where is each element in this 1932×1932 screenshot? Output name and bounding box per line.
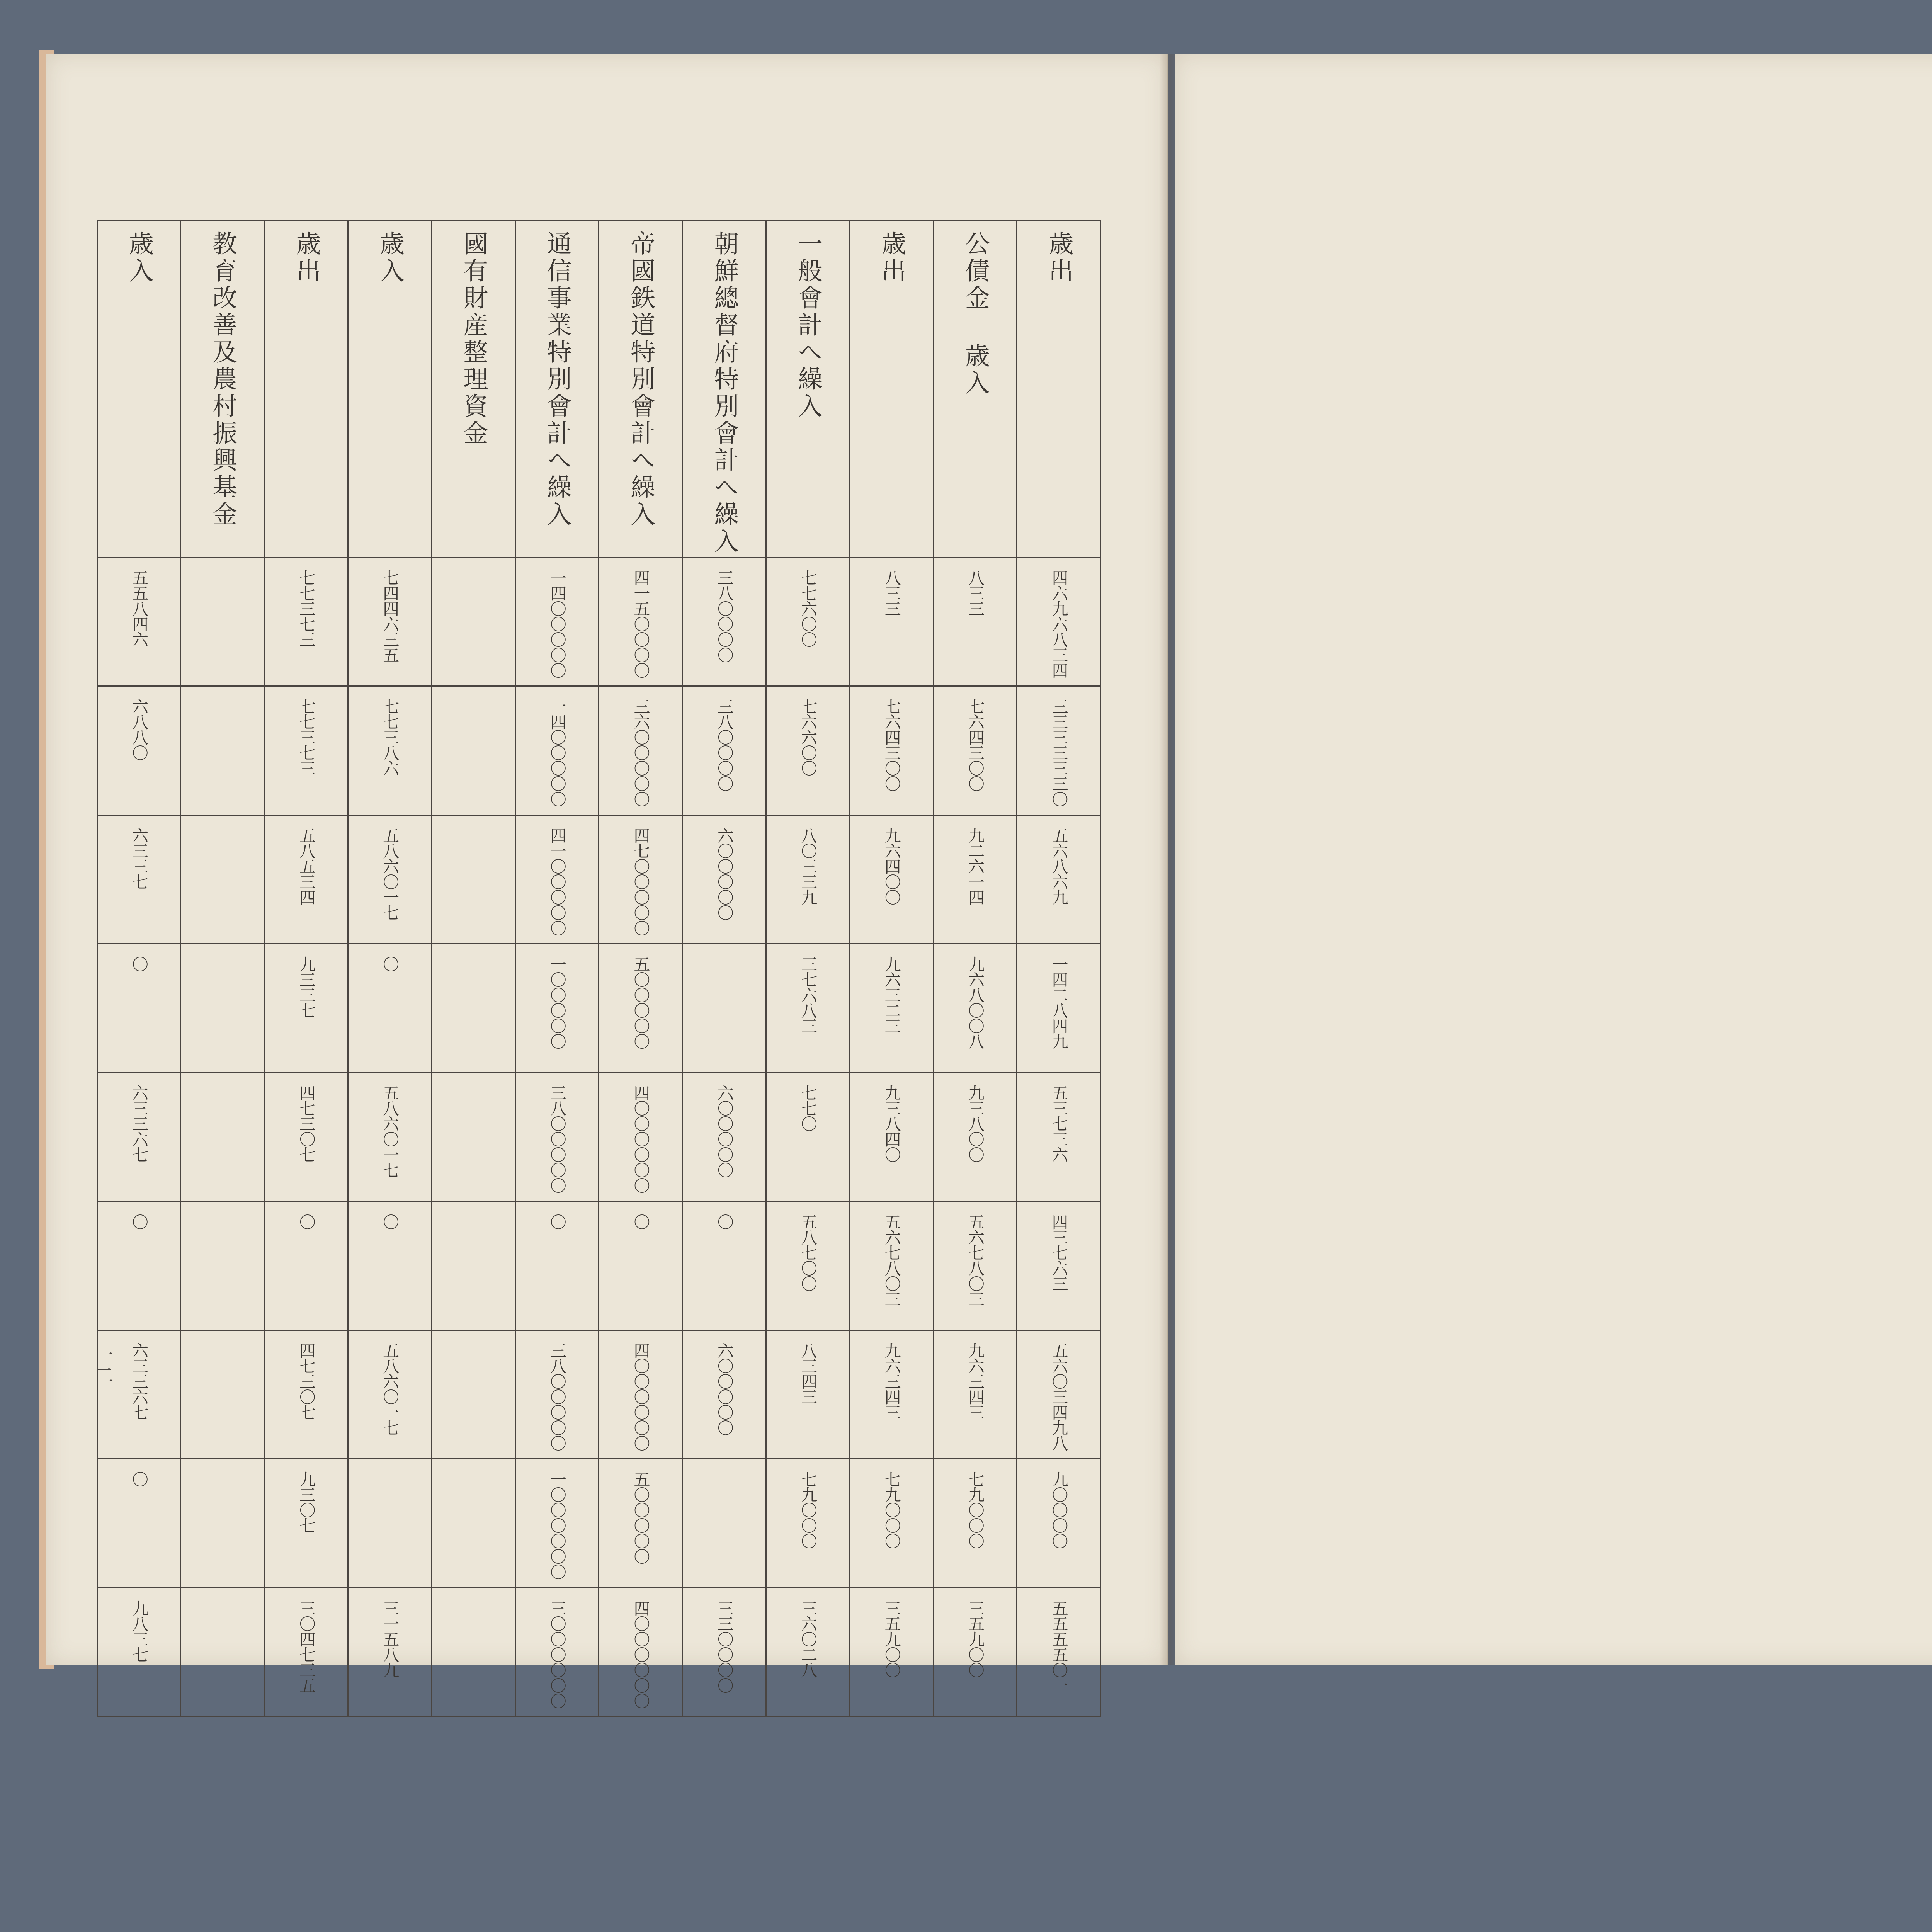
left-value-text: 三八〇〇〇〇	[715, 698, 734, 791]
left-value-text: 九三〇七	[297, 1471, 316, 1533]
left-value-cell	[264, 1459, 348, 1588]
left-value-cell	[181, 1459, 264, 1588]
left-value-cell	[181, 686, 264, 815]
page-number-left: 一二	[90, 1345, 113, 1385]
left-value-cell	[682, 686, 766, 815]
left-value-text: 三三三三三三〇	[1049, 698, 1069, 807]
left-value-cell	[348, 1330, 432, 1459]
left-value-cell	[934, 686, 1017, 815]
left-value-cell	[850, 815, 933, 944]
left-value-text: 五八七〇〇	[799, 1213, 818, 1291]
left-value-text: 七七三七三	[297, 698, 316, 776]
left-value-cell	[934, 1073, 1017, 1201]
left-value-cell	[1017, 686, 1101, 815]
left-value-cell	[515, 815, 599, 944]
left-value-text: 五六七八〇三	[882, 1213, 901, 1306]
left-value-cell	[766, 815, 850, 944]
open-book	[46, 43, 1932, 1708]
left-value-cell	[850, 944, 933, 1072]
left-value-cell	[850, 1459, 933, 1588]
left-value-cell	[1017, 944, 1101, 1072]
left-value-text: 七六四三〇〇	[966, 698, 985, 791]
left-value-text: 五六七八〇三	[966, 1213, 985, 1306]
left-row-label	[264, 221, 348, 558]
left-value-cell	[348, 1201, 432, 1330]
left-value-cell	[432, 1588, 515, 1716]
left-value-cell	[599, 1459, 682, 1588]
left-value-text: 〇	[297, 1213, 316, 1229]
left-value-cell	[348, 815, 432, 944]
left-value-cell	[348, 944, 432, 1072]
left-value-text: 七四四六三五	[381, 570, 400, 662]
left-value-text: 七九〇〇〇	[799, 1471, 818, 1549]
left-row-label	[515, 221, 599, 558]
left-value-text: 七七三八六	[381, 698, 400, 776]
left-value-cell	[181, 815, 264, 944]
left-value-cell	[682, 815, 766, 944]
left-value-text: 九三三七	[297, 956, 316, 1018]
left-value-text: 四六九六八三四	[1049, 570, 1069, 678]
left-value-cell	[682, 1073, 766, 1201]
left-value-text: 六八八〇	[129, 698, 149, 760]
left-value-text: 五〇〇〇〇〇	[631, 956, 651, 1049]
left-value-text: 九三八四〇	[882, 1085, 901, 1162]
left-row-label-text: 一般會計へ繰入	[793, 231, 822, 420]
left-value-cell	[264, 686, 348, 815]
left-value-cell	[599, 815, 682, 944]
left-value-cell	[766, 686, 850, 815]
left-value-text: 九六四〇〇	[882, 827, 901, 905]
left-value-cell	[766, 558, 850, 686]
left-value-text: 四〇〇〇〇〇〇	[631, 1085, 651, 1193]
left-value-cell	[348, 558, 432, 686]
left-value-cell	[264, 558, 348, 686]
left-value-text: 七九〇〇〇	[966, 1471, 985, 1549]
left-value-cell	[97, 1330, 181, 1459]
left-value-cell	[599, 686, 682, 815]
left-value-cell	[766, 1330, 850, 1459]
left-value-text: 〇	[631, 1213, 651, 1229]
left-value-cell	[1017, 1459, 1101, 1588]
left-value-cell	[432, 815, 515, 944]
left-value-cell	[97, 1588, 181, 1716]
left-page	[46, 54, 1168, 1708]
left-value-text: 四七三〇七	[297, 1342, 316, 1420]
left-row-label	[1017, 221, 1101, 558]
left-row-label	[181, 221, 264, 558]
left-value-cell	[682, 558, 766, 686]
left-value-text: 一四〇〇〇〇〇	[548, 698, 567, 807]
left-row-label-text: 教育改善及農村振興基金	[208, 231, 237, 528]
left-value-text: 〇	[129, 956, 149, 971]
left-value-text: 八三四三	[799, 1342, 818, 1404]
left-value-text: 〇	[548, 1213, 567, 1229]
left-value-text: 三七六八三	[799, 956, 818, 1033]
left-value-text: 四七〇〇〇〇〇	[631, 827, 651, 935]
left-value-text: 三五九〇〇	[882, 1600, 901, 1677]
left-value-text: 九六八〇〇八	[966, 956, 985, 1049]
left-value-text: 六三三六七	[129, 1342, 149, 1420]
left-row-label-text: 通信事業特別會計へ繰入	[543, 231, 571, 528]
left-value-cell	[515, 1330, 599, 1459]
left-value-text: 七七〇	[799, 1085, 818, 1131]
left-value-cell	[850, 1073, 933, 1201]
left-value-text: 六三三七	[129, 827, 149, 889]
left-value-text: 〇	[381, 956, 400, 971]
left-value-cell	[348, 1588, 432, 1716]
left-value-text: 四七三〇七	[297, 1085, 316, 1162]
left-value-cell	[264, 1073, 348, 1201]
left-value-text: 三五九〇〇	[966, 1600, 985, 1677]
left-value-cell	[599, 1073, 682, 1201]
left-value-cell	[682, 1459, 766, 1588]
left-value-text: 四〇〇〇〇〇〇	[631, 1342, 651, 1451]
left-value-text: 三一五八九	[381, 1600, 400, 1677]
left-value-text: 九二六一四	[966, 827, 985, 905]
left-value-text: 六〇〇〇〇〇	[715, 1085, 734, 1178]
left-value-text: 〇	[381, 1213, 400, 1229]
left-value-text: 六〇〇〇〇〇	[715, 1342, 734, 1435]
left-value-cell	[934, 815, 1017, 944]
left-value-text: 七六六〇〇	[799, 698, 818, 776]
left-value-cell	[682, 1330, 766, 1459]
left-row-label	[599, 221, 682, 558]
left-value-text: 五六八六九	[1049, 827, 1069, 905]
left-value-text: 六三三六七	[129, 1085, 149, 1162]
left-value-cell	[181, 1201, 264, 1330]
left-value-text: 八〇三三九	[799, 827, 818, 905]
left-value-text: 一四〇〇〇〇〇	[548, 570, 567, 678]
left-value-cell	[934, 558, 1017, 686]
left-value-cell	[181, 1588, 264, 1716]
left-value-cell	[97, 944, 181, 1072]
left-row-label-text: 歳出	[877, 231, 906, 285]
left-value-cell	[599, 1588, 682, 1716]
left-row-label	[682, 221, 766, 558]
left-value-text: 九八三七	[129, 1600, 149, 1662]
left-value-text: 九六三四三	[882, 1342, 901, 1420]
left-value-cell	[264, 1588, 348, 1716]
left-value-text: 九〇〇〇〇	[1049, 1471, 1069, 1549]
left-value-text: 五八五三四	[297, 827, 316, 905]
left-value-cell	[515, 1073, 599, 1201]
left-value-cell	[934, 1201, 1017, 1330]
left-value-cell	[432, 558, 515, 686]
left-value-cell	[264, 815, 348, 944]
left-value-cell	[181, 1073, 264, 1201]
left-row-label-text: 朝鮮總督府特別會計へ繰入	[710, 231, 739, 555]
left-value-text: 五五五五〇一	[1049, 1600, 1069, 1693]
left-value-cell	[264, 1201, 348, 1330]
left-value-text: 五八六〇一七	[381, 1342, 400, 1435]
left-value-text: 三三〇〇〇〇	[715, 1600, 734, 1693]
left-row-label-text: 歳出	[1044, 231, 1073, 285]
left-value-text: 四〇〇〇〇〇〇	[631, 1600, 651, 1708]
left-value-cell	[181, 1330, 264, 1459]
right-page	[1175, 54, 1932, 1665]
left-value-cell	[264, 944, 348, 1072]
left-value-text: 〇	[129, 1471, 149, 1487]
left-value-cell	[766, 1073, 850, 1201]
left-row-label-text: 歳入	[375, 231, 404, 285]
left-row-label-text: 歳入	[124, 231, 153, 285]
left-value-cell	[97, 1459, 181, 1588]
left-value-cell	[97, 558, 181, 686]
left-value-cell	[599, 558, 682, 686]
left-value-text: 四一五〇〇〇〇	[631, 570, 651, 678]
left-value-cell	[432, 1073, 515, 1201]
left-value-cell	[682, 1201, 766, 1330]
left-value-cell	[766, 1588, 850, 1716]
left-value-cell	[934, 1330, 1017, 1459]
left-value-cell	[850, 1201, 933, 1330]
left-row-label	[934, 221, 1017, 558]
left-value-text: 三〇四七三五	[297, 1600, 316, 1693]
left-value-text: 〇	[715, 1213, 734, 1229]
left-value-cell	[181, 558, 264, 686]
left-value-cell	[181, 944, 264, 1072]
left-value-text: 五三七三六	[1049, 1085, 1069, 1162]
left-value-cell	[1017, 1073, 1101, 1201]
left-value-cell	[515, 1588, 599, 1716]
left-row-label	[432, 221, 515, 558]
left-value-text: 五八六〇一七	[381, 827, 400, 920]
left-value-text: 三六〇〇〇〇〇	[631, 698, 651, 807]
left-value-cell	[97, 1201, 181, 1330]
left-value-cell	[264, 1330, 348, 1459]
left-value-text: 四一〇〇〇〇〇	[548, 827, 567, 935]
left-value-cell	[850, 686, 933, 815]
left-value-text: 三〇〇〇〇〇〇	[548, 1600, 567, 1708]
left-value-text: 九三八〇〇	[966, 1085, 985, 1162]
left-value-cell	[97, 1073, 181, 1201]
left-value-text: 三八〇〇〇〇〇	[548, 1085, 567, 1193]
left-value-text: 一四二八四九	[1049, 956, 1069, 1049]
left-value-cell	[432, 1459, 515, 1588]
left-value-cell	[934, 1588, 1017, 1716]
left-value-text: 八三三	[966, 570, 985, 616]
left-value-cell	[1017, 558, 1101, 686]
left-value-cell	[850, 1330, 933, 1459]
left-value-text: 五六〇三四九八	[1049, 1342, 1069, 1451]
left-value-cell	[1017, 1588, 1101, 1716]
left-value-cell	[432, 944, 515, 1072]
left-value-cell	[599, 944, 682, 1072]
left-row-label	[850, 221, 933, 558]
left-value-cell	[934, 1459, 1017, 1588]
left-value-cell	[432, 686, 515, 815]
left-value-text: 七九〇〇〇	[882, 1471, 901, 1549]
left-value-text: 〇	[129, 1213, 149, 1229]
left-value-cell	[850, 1588, 933, 1716]
left-value-text: 九六三四三	[966, 1342, 985, 1420]
left-row-label-text: 歳出	[292, 231, 321, 285]
left-value-cell	[1017, 1201, 1101, 1330]
left-value-cell	[348, 1459, 432, 1588]
left-row-label	[348, 221, 432, 558]
left-value-text: 四三七六三	[1049, 1213, 1069, 1291]
left-value-text: 三八〇〇〇〇	[715, 570, 734, 662]
left-value-text: 五五八四六	[129, 570, 149, 647]
left-value-cell	[432, 1201, 515, 1330]
left-value-text: 六〇〇〇〇〇	[715, 827, 734, 920]
left-value-cell	[766, 1459, 850, 1588]
left-value-cell	[515, 686, 599, 815]
left-ledger-table	[97, 220, 1101, 1717]
left-value-cell	[515, 944, 599, 1072]
left-value-text: 八三三	[882, 570, 901, 616]
left-value-text: 七七三七三	[297, 570, 316, 647]
left-value-cell	[515, 1201, 599, 1330]
left-value-cell	[348, 686, 432, 815]
left-value-cell	[766, 1201, 850, 1330]
left-value-cell	[682, 944, 766, 1072]
left-row-label	[97, 221, 181, 558]
left-row-label-text: 公債金 歳入	[961, 231, 990, 397]
left-value-text: 三六〇二八	[799, 1600, 818, 1677]
left-value-text: 七七六〇〇	[799, 570, 818, 647]
left-value-cell	[682, 1588, 766, 1716]
left-value-text: 七六四三〇〇	[882, 698, 901, 791]
left-value-cell	[850, 558, 933, 686]
left-value-cell	[766, 944, 850, 1072]
left-value-cell	[515, 1459, 599, 1588]
left-value-cell	[599, 1330, 682, 1459]
left-value-text: 三八〇〇〇〇〇	[548, 1342, 567, 1451]
left-value-cell	[1017, 815, 1101, 944]
left-row-label	[766, 221, 850, 558]
left-value-cell	[348, 1073, 432, 1201]
left-value-text: 九六三二三	[882, 956, 901, 1033]
left-value-cell	[97, 815, 181, 944]
left-value-cell	[97, 686, 181, 815]
left-row-label-text: 國有財産整理資金	[459, 231, 488, 447]
left-value-text: 五〇〇〇〇〇	[631, 1471, 651, 1564]
left-value-text: 一〇〇〇〇〇〇	[548, 1471, 567, 1580]
left-value-cell	[599, 1201, 682, 1330]
left-row-label-text: 帝國鉄道特別會計へ繰入	[626, 231, 655, 528]
left-value-text: 五八六〇一七	[381, 1085, 400, 1178]
left-value-cell	[1017, 1330, 1101, 1459]
left-value-cell	[515, 558, 599, 686]
left-value-cell	[432, 1330, 515, 1459]
left-value-text: 一〇〇〇〇〇	[548, 956, 567, 1049]
left-value-cell	[934, 944, 1017, 1072]
